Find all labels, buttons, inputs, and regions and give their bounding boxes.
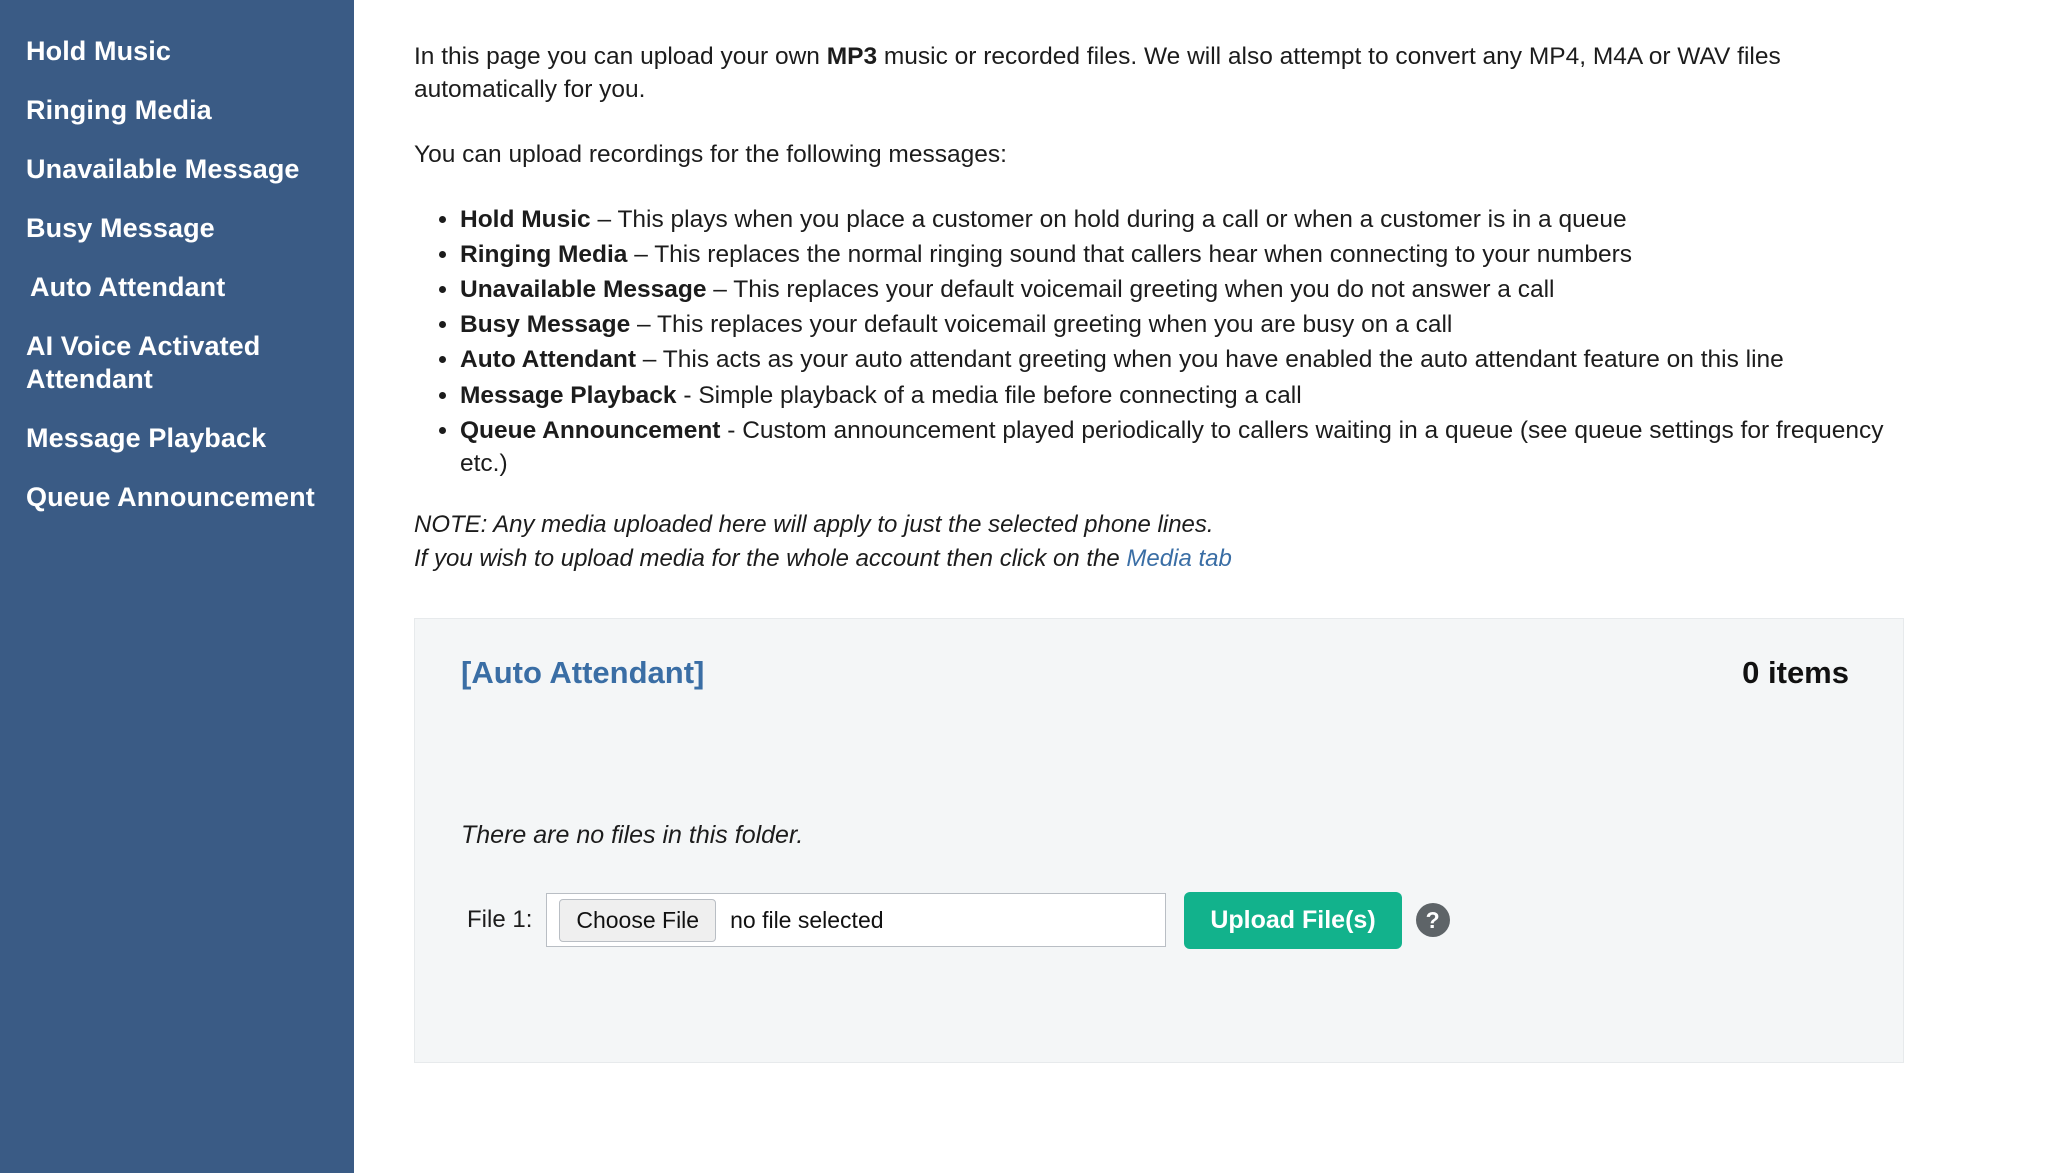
list-item bbox=[460, 414, 1910, 480]
intro-text-b: music or recorded files. We will also attempt to convert any MP4, M4A or WAV files automatically for you. bbox=[414, 43, 1781, 104]
sidebar bbox=[0, 0, 354, 1173]
list-item bbox=[460, 343, 1910, 376]
sidebar-item-label: Unavailable Message bbox=[26, 153, 300, 184]
list-item-desc: - Custom announcement played periodically to callers waiting in a queue (see queue settings for frequency etc.) bbox=[460, 416, 1884, 477]
choose-file-button[interactable]: Choose File bbox=[559, 899, 716, 942]
message-type-list bbox=[414, 203, 1910, 480]
sidebar-item-unavailable-message[interactable] bbox=[0, 140, 354, 199]
list-item-term: Message Playback bbox=[460, 381, 677, 409]
sidebar-item-queue-announcement[interactable] bbox=[0, 468, 354, 527]
sidebar-item-label: Queue Announcement bbox=[26, 481, 315, 512]
list-item bbox=[460, 379, 1910, 412]
list-item-term: Unavailable Message bbox=[460, 276, 707, 304]
list-item bbox=[460, 273, 1910, 306]
folder-title: [Auto Attendant] bbox=[461, 654, 705, 690]
sidebar-item-ringing-media[interactable] bbox=[0, 81, 354, 140]
sidebar-item-label: Message Playback bbox=[26, 422, 267, 453]
list-item-term: Ringing Media bbox=[460, 241, 628, 269]
intro-paragraph bbox=[414, 40, 1844, 106]
upload-files-button[interactable]: Upload File(s) bbox=[1184, 892, 1401, 949]
file-input[interactable] bbox=[546, 893, 1166, 947]
upload-list-lead: You can upload recordings for the following messages: bbox=[414, 141, 1007, 169]
panel-header bbox=[461, 655, 1857, 691]
sidebar-item-message-playback[interactable] bbox=[0, 409, 354, 468]
list-item-term: Queue Announcement bbox=[460, 416, 721, 444]
list-item-desc: – This replaces the normal ringing sound that callers hear when connecting to your numbers bbox=[627, 241, 1633, 269]
list-item-desc: – This replaces your default voicemail greeting when you do not answer a call bbox=[706, 276, 1555, 304]
upload-panel bbox=[414, 618, 1904, 1063]
selected-file-name: no file selected bbox=[730, 906, 884, 933]
list-item-desc: - Simple playback of a media file before connecting a call bbox=[676, 381, 1302, 409]
list-item-term: Busy Message bbox=[460, 311, 631, 339]
item-count: 0 items bbox=[1742, 654, 1849, 690]
list-item-desc: – This acts as your auto attendant greeting when you have enabled the auto attendant feature on this line bbox=[636, 346, 1784, 374]
upload-row bbox=[461, 892, 1857, 949]
sidebar-item-hold-music[interactable] bbox=[0, 22, 354, 81]
sidebar-item-busy-message[interactable] bbox=[0, 199, 354, 258]
intro-text-a: In this page you can upload your own bbox=[414, 43, 827, 70]
sidebar-item-label: AI Voice Activated Attendant bbox=[26, 330, 261, 394]
sidebar-item-label: Auto Attendant bbox=[30, 271, 226, 302]
list-item bbox=[460, 308, 1910, 341]
note-text bbox=[414, 508, 1988, 576]
sidebar-item-label: Busy Message bbox=[26, 212, 215, 243]
file-label: File 1: bbox=[467, 906, 533, 934]
main-content bbox=[354, 0, 2048, 1173]
sidebar-item-label: Hold Music bbox=[26, 36, 172, 66]
list-item bbox=[460, 238, 1910, 271]
sidebar-item-ai-voice-activated-attendant[interactable] bbox=[0, 317, 354, 409]
intro-mp3-strong: MP3 bbox=[826, 43, 878, 70]
sidebar-item-auto-attendant[interactable] bbox=[0, 258, 354, 317]
list-item-term: Hold Music bbox=[460, 206, 591, 234]
sidebar-item-label: Ringing Media bbox=[26, 94, 212, 125]
help-icon[interactable]: ? bbox=[1416, 903, 1450, 937]
list-item-term: Auto Attendant bbox=[460, 346, 636, 374]
list-item-desc: – This plays when you place a customer on hold during a call or when a customer is in a queue bbox=[590, 206, 1627, 234]
empty-folder-message: There are no files in this folder. bbox=[461, 820, 804, 849]
note-line-1: NOTE: Any media uploaded here will apply to just the selected phone lines. bbox=[414, 510, 1214, 538]
list-item-desc: – This replaces your default voicemail greeting when you are busy on a call bbox=[630, 311, 1453, 339]
media-tab-link[interactable]: Media tab bbox=[1126, 544, 1232, 572]
note-line-2: If you wish to upload media for the whole account then click on the bbox=[414, 544, 1127, 572]
list-item bbox=[460, 203, 1910, 236]
